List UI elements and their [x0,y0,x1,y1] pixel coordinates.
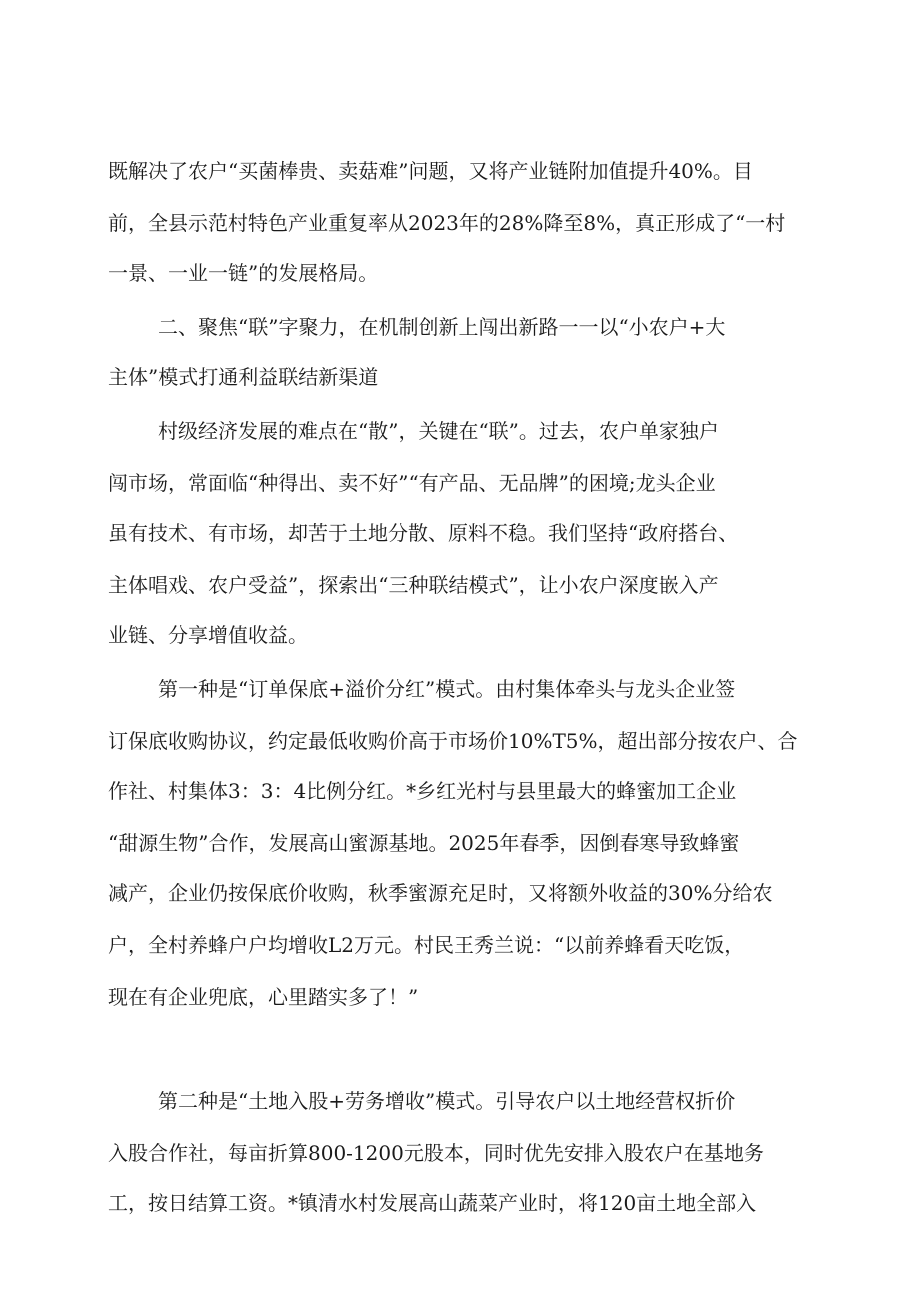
text-line: 入股合作社，每亩折算800-1200元股本，同时优先安排入股农户在基地务 [108,1141,764,1165]
text-line: 主体唱戏、农户受益”，探索出“三种联结模式”，让小农户深度嵌入产 [108,573,719,597]
text-line: 现在有企业兜底，心里踏实多了！” [108,985,419,1009]
text-line: 减产，企业仍按保底价收购，秋季蜜源充足时，又将额外收益的30%分给农 [108,881,773,905]
text-line: 闯市场，常面临“种得出、卖不好”“有产品、无品牌”的困境;龙头企业 [108,471,716,495]
text-line: 前，全县示范村特色产业重复率从2023年的28%降至8%，真正形成了“一村 [108,211,786,235]
text-line: 作社、村集体3：3：4比例分红。*乡红光村与县里最大的蜂蜜加工企业 [108,779,737,803]
text-line: 第二种是“土地入股+劳务增收”模式。引导农户以土地经营权折价 [158,1089,736,1113]
text-line: 村级经济发展的难点在“散”，关键在“联”。过去，农户单家独户 [158,419,719,443]
heading-line: 主体”模式打通利益联结新渠道 [108,365,379,389]
text-line: 业链、分享增值收益。 [108,623,308,647]
text-line: 第一种是“订单保底+溢价分红”模式。由村集体牵头与龙头企业签 [158,677,736,701]
text-line: 一景、一业一链”的发展格局。 [108,261,379,285]
text-line: 虽有技术、有市场，却苦于土地分散、原料不稳。我们坚持“政府搭台、 [108,521,739,545]
text-line: 既解决了农户“买菌棒贵、卖菇难”问题，又将产业链附加值提升40%。目 [108,159,753,183]
text-line: 订保底收购协议，约定最低收购价高于市场价10%T5%，超出部分按农户、合 [108,729,798,753]
text-line: 户，全村养蜂户户均增收L2万元。村民王秀兰说：“以前养蜂看天吃饭， [108,933,745,957]
heading-line: 二、聚焦“联”字聚力，在机制创新上闯出新路一一以“小农户+大 [158,315,726,339]
text-line: 工，按日结算工资。*镇清水村发展高山蔬菜产业时，将120亩土地全部入 [108,1191,757,1215]
text-line: “甜源生物”合作，发展高山蜜源基地。2025年春季，因倒春寒导致蜂蜜 [108,831,740,855]
